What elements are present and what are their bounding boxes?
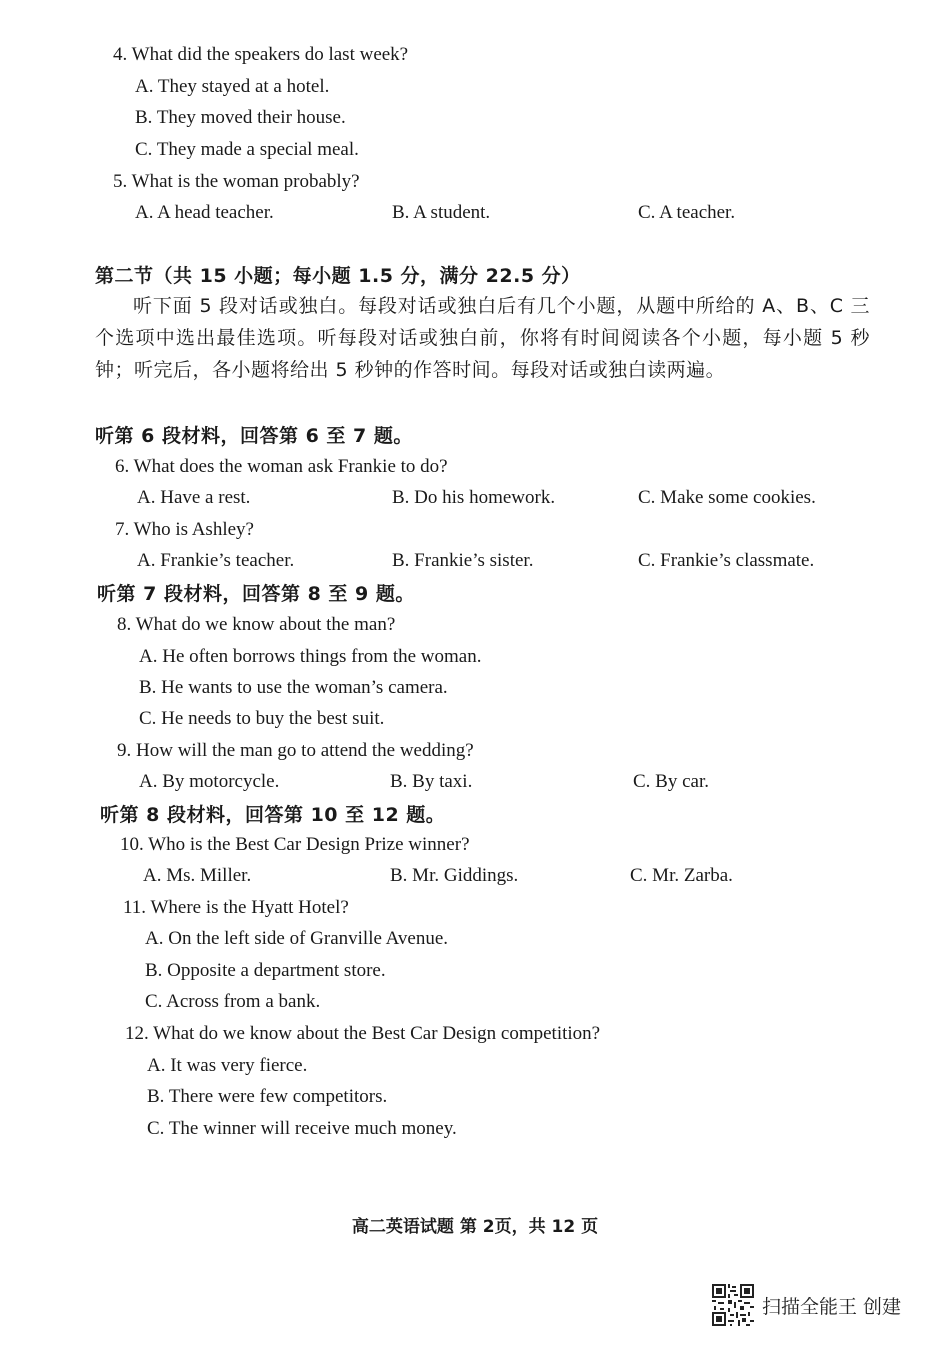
q11-stem: 11. Where is the Hyatt Hotel? bbox=[123, 897, 349, 918]
q5-option-c: C. A teacher. bbox=[638, 202, 736, 223]
q4-stem: 4. What did the speakers do last week? bbox=[113, 44, 409, 65]
q6-stem: 6. What does the woman ask Frankie to do? bbox=[115, 456, 448, 477]
section2-heading: 第二节（共 15 小题；每小题 1.5 分，满分 22.5 分） bbox=[95, 265, 581, 287]
q10-stem: 10. Who is the Best Car Design Prize winner? bbox=[120, 834, 470, 855]
q10-option-a: A. Ms. Miller. bbox=[143, 865, 252, 886]
q6-option-a: A. Have a rest. bbox=[137, 487, 251, 508]
q5-option-a: A. A head teacher. bbox=[135, 202, 274, 223]
q7-stem: 7. Who is Ashley? bbox=[115, 519, 254, 540]
q8-option-a: A. He often borrows things from the woman. bbox=[139, 646, 482, 667]
q11-option-c: C. Across from a bank. bbox=[145, 991, 321, 1012]
q12-stem: 12. What do we know about the Best Car Design competition? bbox=[125, 1023, 601, 1044]
q6-option-c: C. Make some cookies. bbox=[638, 487, 816, 508]
q5-stem: 5. What is the woman probably? bbox=[113, 171, 360, 192]
q12-option-a: A. It was very fierce. bbox=[147, 1055, 308, 1076]
q7-option-c: C. Frankie’s classmate. bbox=[638, 550, 815, 571]
q6-option-b: B. Do his homework. bbox=[392, 487, 556, 508]
q4-option-a: A. They stayed at a hotel. bbox=[135, 76, 330, 97]
material6-heading: 听第 6 段材料，回答第 6 至 7 题。 bbox=[95, 425, 413, 447]
q12-option-c: C. The winner will receive much money. bbox=[147, 1118, 457, 1139]
q9-option-b: B. By taxi. bbox=[390, 771, 473, 792]
q10-option-c: C. Mr. Zarba. bbox=[630, 865, 733, 886]
q8-stem: 8. What do we know about the man? bbox=[117, 614, 396, 635]
scanner-watermark bbox=[712, 1284, 901, 1326]
q4-option-c: C. They made a special meal. bbox=[135, 139, 359, 160]
qr-code-icon bbox=[712, 1284, 754, 1326]
q11-option-a: A. On the left side of Granville Avenue. bbox=[145, 928, 449, 949]
q8-option-c: C. He needs to buy the best suit. bbox=[139, 708, 385, 729]
page-footer: 高二英语试题 第 2页，共 12 页 bbox=[351, 1217, 599, 1237]
q9-option-c: C. By car. bbox=[633, 771, 709, 792]
q7-option-b: B. Frankie’s sister. bbox=[392, 550, 534, 571]
q10-option-b: B. Mr. Giddings. bbox=[390, 865, 519, 886]
q4-option-b: B. They moved their house. bbox=[135, 107, 346, 128]
q7-option-a: A. Frankie’s teacher. bbox=[137, 550, 295, 571]
q8-option-b: B. He wants to use the woman’s camera. bbox=[139, 677, 448, 698]
q9-option-a: A. By motorcycle. bbox=[139, 771, 280, 792]
material7-heading: 听第 7 段材料，回答第 8 至 9 题。 bbox=[97, 583, 415, 605]
q12-option-b: B. There were few competitors. bbox=[147, 1086, 388, 1107]
scanner-watermark-text: 扫描全能王 创建 bbox=[762, 1295, 902, 1318]
material8-heading: 听第 8 段材料，回答第 10 至 12 题。 bbox=[100, 804, 446, 826]
q9-stem: 9. How will the man go to attend the wedding? bbox=[117, 740, 474, 761]
section2-instructions: 听下面 5 段对话或独白。每段对话或独白后有几个小题，从题中所给的 A、B、C 三个选项中选出最佳选项。听每段对话或独白前，你将有时间阅读各个小题，每小题 5 秒钟；听完后，各小题将给出 5 秒钟的作答时间。每段对话或独白读两遍。 bbox=[95, 295, 870, 381]
q11-option-b: B. Opposite a department store. bbox=[145, 960, 386, 981]
q5-option-b: B. A student. bbox=[392, 202, 491, 223]
